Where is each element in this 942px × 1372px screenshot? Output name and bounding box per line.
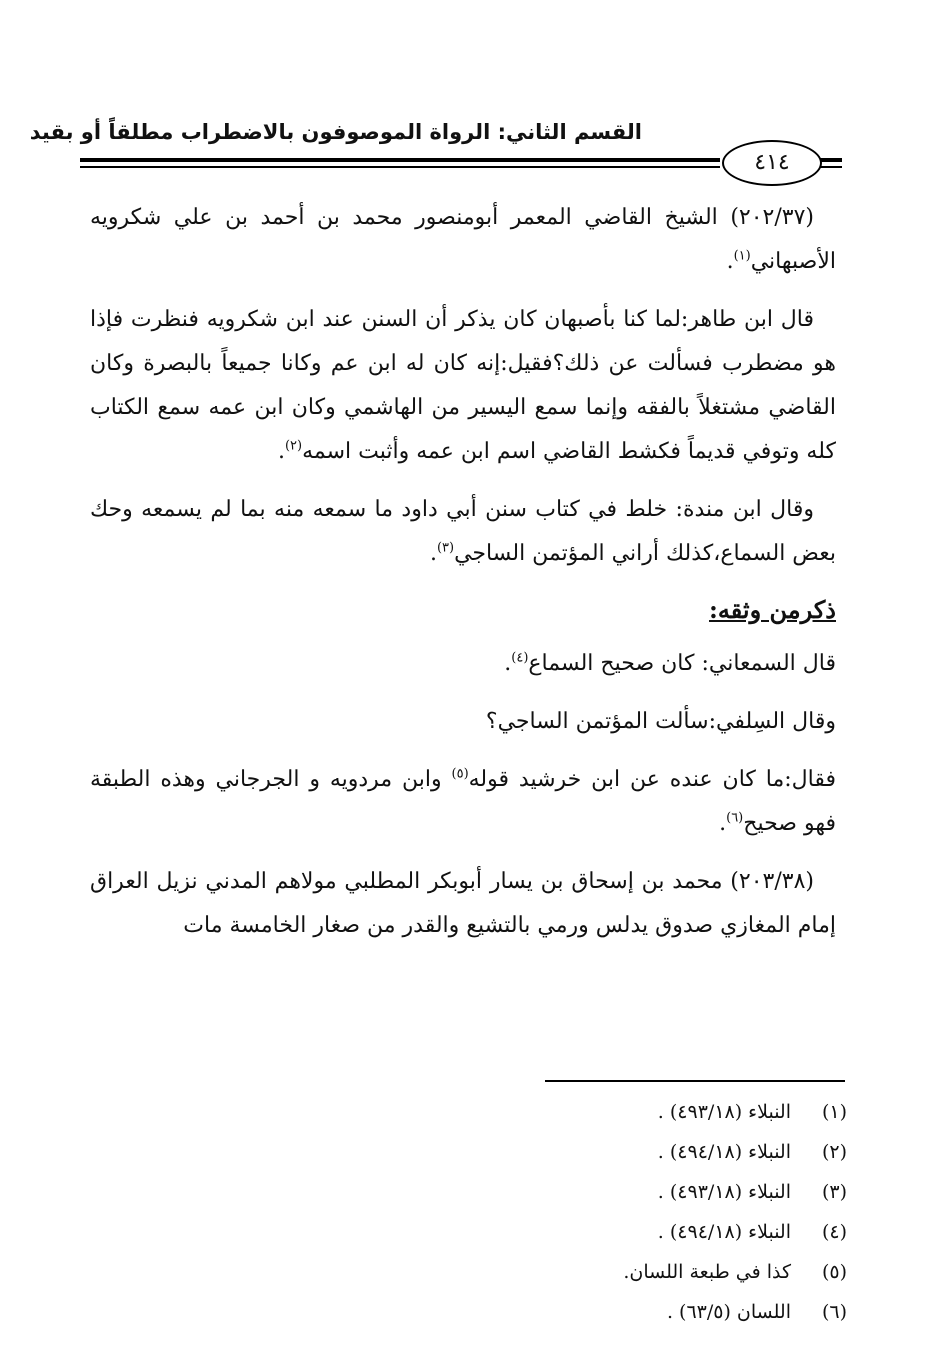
footnote-ref: (١)	[733, 248, 751, 264]
footnote	[487, 1172, 847, 1212]
footnote-text: اللسان (٦٣/٥) .	[666, 1301, 791, 1323]
running-title: القسم الثاني: الرواة الموصوفون بالاضطراب مطلقاً أو بقيد	[29, 120, 642, 144]
footnote-ref: (٤)	[511, 650, 529, 666]
footnote-ref: (٥)	[451, 766, 469, 782]
body-paragraph: قال ابن طاهر:لما كنا بأصبهان كان يذكر أن السنن عند ابن شكرويه فنظرت فإذا هو مضطرب فسألت عن ذلك؟فقيل:إنه كان له ابن عم وكانا جميعاً بالبصرة وكان القاضي مشتغلاً بالفقه وإنما سمع اليسير من الهاشمي وكان ابن عمه سمع الكتاب كله وتوفي قديماً فكشط القاضي اسم ابن عمه وأثبت اسمه$^{(٢)}$.	[90, 307, 836, 464]
body-text: قال ابن طاهر:لما كنا بأصبهان كان يذكر أن السنن عند ابن شكرويه فنظرت فإذا هو مضطرب فسألت عن ذلك؟فقيل:إنه كان له ابن عم وكانا جميعاً بالبصرة وكان القاضي مشتغلاً بالفقه وإنما سمع اليسير من الهاشمي وكان ابن عمه سمع الكتاب كله وتوفي قديماً فكشط القاضي اسم ابن عمه وأثبت اسمه	[90, 307, 836, 464]
footnote-number: (١)	[821, 1101, 847, 1123]
body-paragraph	[90, 700, 836, 744]
footnote	[487, 1292, 847, 1332]
footnotes	[487, 1092, 847, 1332]
body-paragraph: وقال ابن مندة: خلط في كتاب سنن أبي داود ما سمعه منه بما لم يسمعه وحك بعض السماع،كذلك أراني المؤتمن الساجي$^{(٣)}$.	[90, 497, 836, 566]
header-rule-thick	[80, 158, 720, 162]
footnote-number: (٦)	[821, 1301, 847, 1323]
footnote-text: النبلاء (٤٩٣/١٨) .	[657, 1181, 791, 1203]
body-text: وقال ابن مندة: خلط في كتاب سنن أبي داود ما سمعه منه بما لم يسمعه وحك بعض السماع،كذلك أراني المؤتمن الساجي	[90, 497, 836, 566]
footnote-text: النبلاء (٤٩٣/١٨) .	[657, 1101, 791, 1123]
body-text: فقال:ما كان عنده عن ابن خرشيد قوله	[468, 767, 836, 792]
page-body	[90, 196, 836, 962]
page-header	[29, 118, 842, 198]
footnote	[487, 1252, 847, 1292]
body-text: وقال السِلفي:سألت المؤتمن الساجي؟	[485, 709, 836, 734]
footnote-ref: (٦)	[726, 810, 744, 826]
entry-paragraph: (٢٠٢/٣٧) الشيخ القاضي المعمر أبومنصور محمد بن أحمد بن علي شكرويه الأصبهاني$^{(١)}$.	[90, 205, 836, 274]
footnote-text: كذا في طبعة اللسان.	[623, 1261, 791, 1283]
footnote	[487, 1212, 847, 1252]
footnote-number: (٤)	[821, 1221, 847, 1243]
footnote-separator	[545, 1080, 845, 1082]
body-text: قال السمعاني: كان صحيح السماع	[528, 651, 836, 676]
footnote-number: (٢)	[821, 1141, 847, 1163]
footnote-number: (٣)	[821, 1181, 847, 1203]
page-number: ٤١٤	[722, 140, 822, 186]
body-paragraph: قال السمعاني: كان صحيح السماع$^{(٤)}$.	[504, 650, 836, 676]
footnote-text: النبلاء (٤٩٤/١٨) .	[657, 1141, 791, 1163]
entry-text: (٢٠٢/٣٧) الشيخ القاضي المعمر أبومنصور محمد بن أحمد بن علي شكرويه الأصبهاني	[90, 205, 836, 274]
footnote	[487, 1132, 847, 1172]
body-text: وابن مردويه و الجرجاني وهذه الطبقة فهو صحيح	[90, 767, 836, 836]
header-rule-thin	[80, 166, 720, 168]
footnote-ref: (٢)	[284, 438, 303, 454]
entry-paragraph	[90, 860, 836, 948]
footnote-text: النبلاء (٤٩٤/١٨) .	[657, 1221, 791, 1243]
body-paragraph: فقال:ما كان عنده عن ابن خرشيد قوله$^{(٥)}$ وابن مردويه و الجرجاني وهذه الطبقة فهو صحيح$^{(٦)}$.	[90, 766, 836, 836]
section-heading: ذكرمن وثقه:	[709, 595, 836, 624]
footnote	[487, 1092, 847, 1132]
footnote-number: (٥)	[821, 1261, 847, 1283]
footnote-ref: (٣)	[436, 540, 455, 556]
entry-text: (٢٠٣/٣٨) محمد بن إسحاق بن يسار أبوبكر المطلبي مولاهم المدني نزيل العراق إمام المغازي صدوق يدلس ورمي بالتشيع والقدر من صغار الخامسة مات	[90, 869, 836, 938]
